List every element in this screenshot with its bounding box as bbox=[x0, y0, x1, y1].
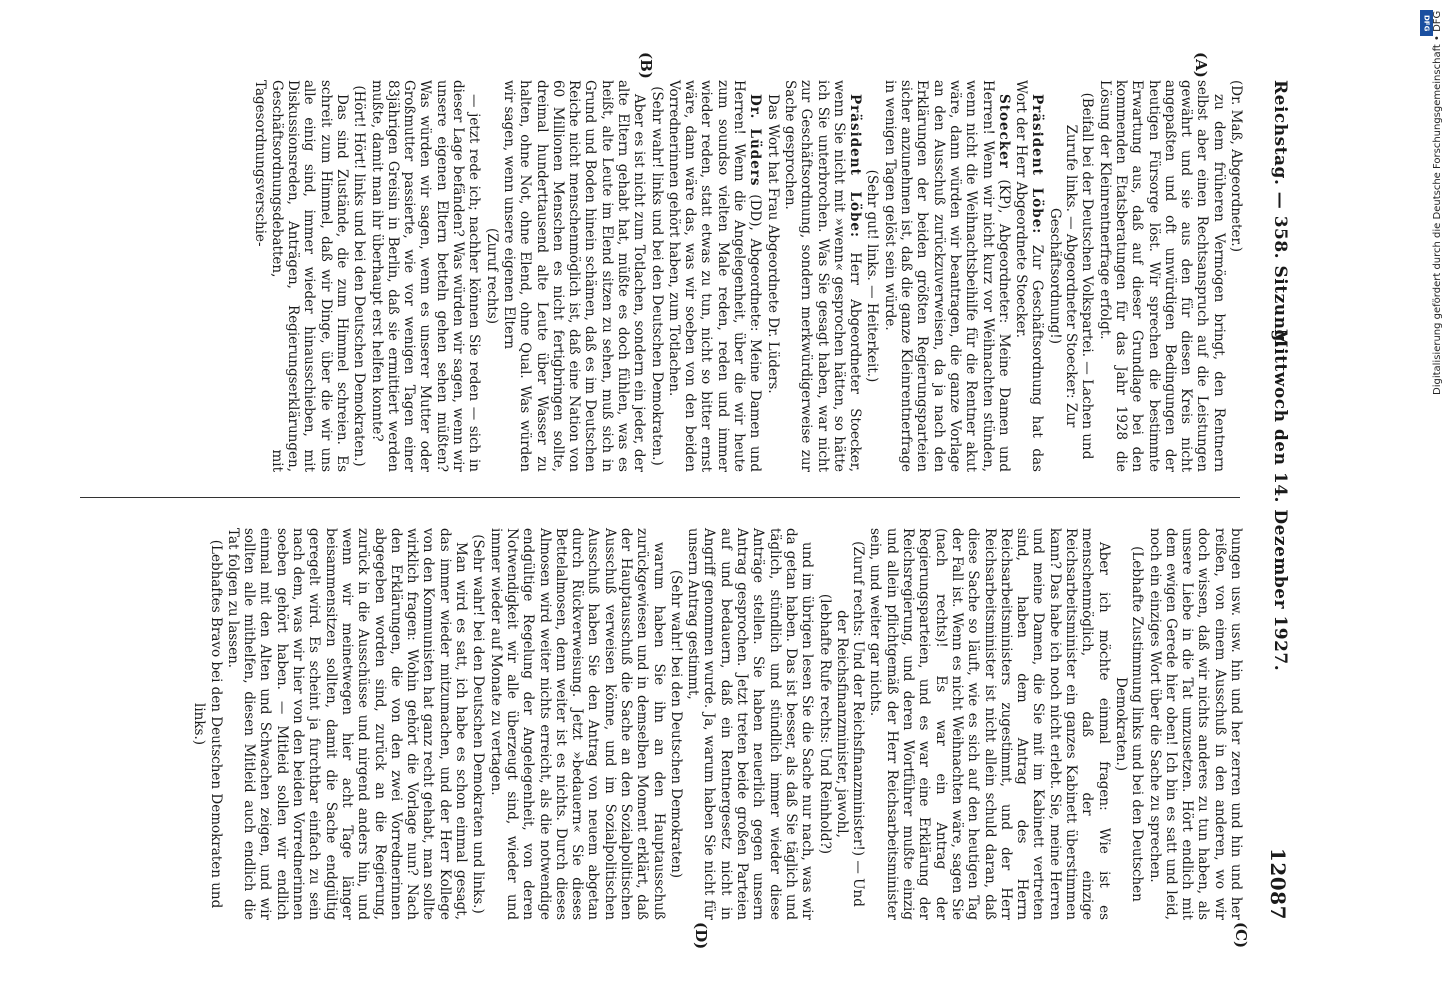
paragraph-text: und im übrigen lesen Sie die Sache nur nach, was wir da getan haben. Das ist besser, als daß Sie täglich und täglich, stündlich und stündlich immer wieder diese Anträge stellen. Sie haben neuerlich gegen unsern Antrag gesprochen. Jetzt treten beide großen Parteien auf und bedauern, daß ein Rentnergesetz nicht in Angriff genommen wurde. Ja, warum haben Sie nicht für unsern Antrag gestimmt, bbox=[685, 528, 816, 920]
left-column-paragraph bbox=[864, 80, 880, 472]
paragraph-text: warum haben Sie ihn an den Hauptausschuß zurückgewiesen und in demselben Moment erklärt, daß der Hauptausschuß die Sache an den Sozialpolitischen Ausschuß verweisen könne, und im Sozialpolitischen Ausschuß haben Sie den Antrag von neuem abgetan durch Rückverweisung. Jetzt »bedauern« Sie dieses Bettelalmosen, denn weiter ist es nichts. Durch dieses Almosen wird weiter nichts erreicht, als die notwendige endgültige Regelung der Angelegenheit, von deren Notwendigkeit wir alle überzeugt sind, wieder und immer wieder auf Monate zu vertagen. bbox=[487, 528, 667, 920]
right-column-paragraph bbox=[191, 528, 224, 920]
paragraph-text: (Zuruf rechts: Und der Reichsfinanzminister!) — Und der Reichsfinanzminister, jawohl, bbox=[833, 541, 867, 907]
paragraph-text: (Zuruf rechts) bbox=[483, 227, 500, 325]
left-column-paragraph bbox=[1046, 80, 1095, 472]
paragraph-text: (Lebhaftes Bravo bei den Deutschen Demokraten und links.) bbox=[191, 539, 224, 909]
right-column-paragraph bbox=[834, 528, 867, 920]
margin-letter-c: (C) bbox=[1232, 922, 1250, 949]
left-column-paragraph bbox=[1228, 80, 1244, 472]
left-column-paragraph bbox=[782, 80, 863, 472]
paragraph-text: — jetzt rede ich; nachher können Sie reden — sich in dieser Lage befänden? Was würden wir sagen, wenn wir unsere eigenen Eltern betteln gehen sehen müßten? Was würden wir sagen, wenn es unserer Mutter oder Großmutter passierte, wie vor wenigen Tagen einer 83jährigen Greisin in Berlin, daß sie ermittiert werden mußte, damit man ihr überhaupt erst helfen konnte? bbox=[368, 80, 483, 472]
page-header bbox=[1256, 80, 1290, 920]
right-column-paragraph bbox=[816, 528, 832, 920]
speaker-name: Präsident Löbe: bbox=[1029, 94, 1046, 235]
paragraph-text: zu dem früheren Vermögen bringt, den Rentnern selbst aber einen Rechtsanspruch auf die Leistungen gewährt und sie aus den für diesen Kreis nicht angepaßten und oft unwürdigen Bedingungen der heutigen Fürsorge löst. Wir sprechen die bestimmte Erwartung aus, daß auf dieser Grundlage bei den kommenden Etatsberatungen für das Jahr 1928 die Lösung der Kleinrentnerfrage erfolgt. bbox=[1096, 80, 1227, 472]
paragraph-text: (Sehr wahr! bei den Deutschen Demokraten) bbox=[667, 569, 684, 879]
paragraph-text: (Dr. Maß, Abgeordneter.) bbox=[1228, 80, 1244, 252]
paragraph-text: (DD), Abgeordnete: Meine Damen und Herren! Wenn die Angelegenheit, über die wir heute zum soundso vielten Male reden, reden und immer wieder reden, statt etwas zu tun, nicht so bitter ernst wäre, dann wäre das, was wir soeben von den beiden Vorrednerinnen gehört haben, zum Totlachen. bbox=[665, 80, 764, 473]
column-divider bbox=[80, 497, 1240, 498]
right-text-column bbox=[64, 528, 1244, 920]
left-column-paragraph bbox=[1096, 80, 1226, 472]
paragraph-text: Aber es ist nicht zum Totlachen, sondern ein jeder, der alte Eltern gehabt hat, müßte es doch fühlen, was es heißt, alte Leute im Elend sitzen zu sehen, muß sich in Grund und Boden hinein schämen, daß es im Deutschen Reiche nicht menschenmöglich ist, daß eine Nation von 60 Millionen Menschen es nicht fertigbringen sollte, dreimal hunderttausend alte Leute über Wasser zu halten, ohne Not, ohne Elend, ohne Qual. Was würden wir sagen, wenn unsere eigenen Eltern bbox=[500, 80, 648, 472]
right-column-paragraph bbox=[1146, 528, 1244, 920]
left-column-paragraph bbox=[252, 80, 350, 472]
paragraph-text: (lebhafte Rufe rechts: Und Reinhold?) bbox=[816, 593, 833, 855]
right-column-paragraph bbox=[1113, 528, 1146, 920]
margin-letter-a: (A) bbox=[1192, 52, 1210, 78]
left-column-paragraph bbox=[764, 80, 780, 472]
paragraph-text: (Sehr wahr! bei den Deutschen Demokraten und links.) bbox=[470, 534, 487, 914]
paragraph-text: (Hört! Hört! links und bei den Deutschen Demokraten.) bbox=[351, 85, 368, 467]
paragraph-text: (Sehr gut! links. — Heiterkeit.) bbox=[864, 169, 881, 383]
margin-letter-d: (D) bbox=[692, 922, 710, 950]
header-date: Mittwoch den 14. Dezember 1927. bbox=[1270, 328, 1290, 672]
paragraph-text: (Sehr wahr! links und bei den Deutschen Demokraten.) bbox=[648, 86, 665, 466]
paragraph-text: Das sind Zustände, die zum Himmel schreien. Es schreit zum Himmel, daß wir Dinge, über die wir uns alle einig sind, immer wieder hinausschieben, mit Diskussionsreden, Anträgen, Regierungserklärungen, Geschäftsordnungsdebatten, mit Tagesordnungsverschie- bbox=[252, 80, 350, 472]
left-column-paragraph bbox=[351, 80, 367, 472]
paragraph-text: bungen usw. usw. hin und her zerren und hin und her reißen, von einem Ausschuß in den anderen, wo wir doch wissen, daß wir nichts anderes zu tun haben, als unsere Liebe in die Tat umzusetzen. Hört endlich mit dem ewigen Gerede hier oben! Ich bin es satt und leid, noch ein einziges Wort über die Sache zu sprechen. bbox=[1146, 528, 1244, 920]
paragraph-text: Zur Geschäftsordnung hat das Wort der Herr Abgeordnete Stoecker. bbox=[1013, 80, 1046, 472]
rotated-page-content bbox=[20, 50, 1310, 950]
right-column-paragraph bbox=[867, 528, 1111, 920]
right-column-paragraph bbox=[487, 528, 666, 920]
right-column-paragraph bbox=[685, 528, 815, 920]
left-column-paragraph bbox=[881, 80, 1011, 472]
speaker-name: Stoecker bbox=[995, 94, 1012, 169]
left-column-paragraph bbox=[368, 80, 482, 472]
paragraph-text: Aber ich möchte einmal fragen: Wie ist es menschenmöglich, daß der einzige Reichsarbeitsminister ein ganzes Kabinett überstimmen kann? Das habe ich noch nicht erlebt. Sie, meine Herren und meine Damen, die Sie mit im Kabinett vertreten sind, haben dem Antrag des Herrn Reichsarbeitsministers zugestimmt, und der Herr Reichsarbeitsminister ist nicht allein schuld daran, daß diese Sache so läuft, wie es sich auf den heutigen Tag der Fall ist. Wenn es nicht Weihnachten wäre, sagen Sie (nach rechts)! Es war ein Antrag der Regierungsparteien, und es war eine Erklärung der Reichsregierung, und deren Wortführer mußte einzig und allein pflichtgemäß der Herr Reichsarbeitsminister sein, und weiter gar nichts. bbox=[867, 528, 1112, 920]
speaker-name: Präsident Löbe: bbox=[847, 94, 864, 238]
paragraph-text: Das Wort hat Frau Abgeordnete Dr. Lüders. bbox=[764, 94, 781, 394]
left-column-paragraph bbox=[666, 80, 764, 472]
left-column-paragraph bbox=[501, 80, 648, 472]
dfg-logo: DFG bbox=[1420, 10, 1433, 36]
left-column-paragraph bbox=[483, 80, 499, 472]
speaker-name: Dr. Lüders bbox=[747, 94, 764, 187]
right-column-paragraph bbox=[225, 528, 469, 920]
paragraph-text: Herr Abgeordneter Stoecker, wenn Sie nicht mit »wenn« gesprochen hätten, so hätte ich Sie unterbrochen. Was Sie gesagt haben, war nicht zur Geschäftsordnung, sondern merkwürdigerweise zur Sache gesprochen. bbox=[781, 80, 864, 473]
right-column-paragraph bbox=[668, 528, 684, 920]
left-column-paragraph bbox=[648, 80, 664, 472]
header-session: Reichstag. — 358. Sitzung. bbox=[1270, 80, 1290, 349]
left-column-paragraph bbox=[1013, 80, 1046, 472]
paragraph-text: (Lebhafte Zustimmung links und bei den Deutschen Demokraten.) bbox=[1112, 546, 1146, 902]
right-column-paragraph bbox=[470, 528, 486, 920]
paragraph-text: Man wird es satt, ich habe es schon einmal gesagt, das immer wieder mitzumachen, und der Herr Kollege von den Kommunisten hat ganz recht gehabt, man sollte wirklich fragen: Wohin gehört die Vorlage nun? Nach den Erklärungen, die von den zwei Vorrednerinnen abgegeben worden sind, zurück an die Regierung, zurück in die Ausschüsse und nirgend anders hin, und wenn wir meinetwegen hier acht Tage länger beisammensitzen sollten, damit die Sache endgültig geregelt wird. Es scheint ja furchtbar einfach zu sein nach dem, was wir hier von den beiden Vorrednerinnen soeben gehört haben. — Mitleid sollen wir endlich einmal mit den Alten und Schwachen zeigen, und wir sollten alle mithelfen, diesen Mitleid auch endlich die Tat folgen zu lassen. bbox=[224, 528, 470, 920]
digitization-note: Digitalisierung gefördert durch die Deutsche Forschungsgemeinschaft • DFG bbox=[1432, 10, 1443, 395]
margin-letter-b: (B) bbox=[637, 52, 655, 79]
paragraph-text: (Beifall bei der Deutschen Volkspartei. — Lachen und Zurufe links. — Abgeordneter Stoecker: Zur Geschäftsordnung!) bbox=[1046, 92, 1096, 460]
left-text-column bbox=[64, 80, 1244, 472]
paragraph-text: (KP), Abgeordneter: Meine Damen und Herren! Wenn wir nicht kurz vor Weihnachten stünden, wenn nicht die Weihnachtsbeihilfe für die Rentner akut wäre, dann würden wir beantragen, die ganze Vorlage an den Ausschuß zurückzuverweisen, da ja nach den Erklärungen der beiden größten Regierungsparteien sicher anzunehmen ist, daß die ganze Kleinrentnerfrage in wenigen Tagen gelöst sein würde. bbox=[881, 80, 1012, 472]
page-number: 12087 bbox=[1266, 847, 1290, 920]
